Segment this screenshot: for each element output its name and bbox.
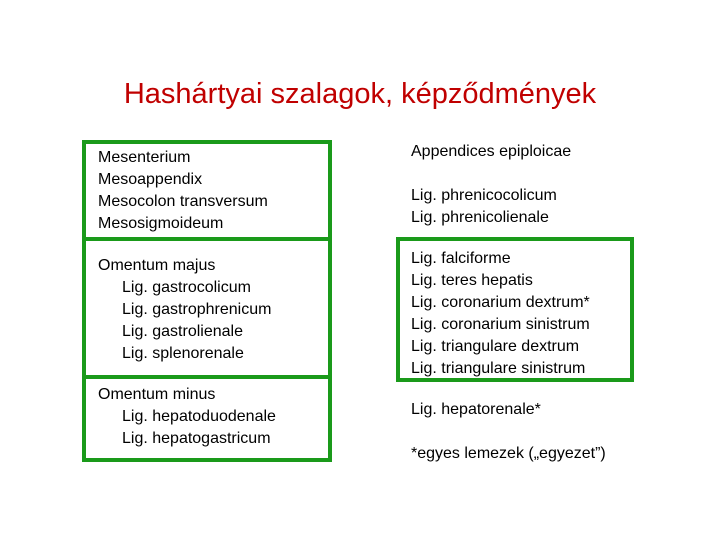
list-item: Lig. gastrocolicum: [122, 279, 251, 296]
list-item: Lig. gastrolienale: [122, 323, 243, 340]
list-item: Lig. teres hepatis: [411, 272, 533, 289]
falciform-list: [411, 248, 590, 380]
section-heading: Omentum majus: [98, 257, 216, 274]
phrenico-list: [411, 185, 557, 229]
list-item: Lig. hepatogastricum: [122, 430, 271, 447]
page-title: Hashártyai szalagok, képződmények: [123, 78, 597, 110]
footnote: [411, 443, 606, 465]
footnote-text: *egyes lemezek („egyezet”): [411, 445, 606, 462]
list-item: Lig. phrenicocolicum: [411, 187, 557, 204]
list-item: Lig. triangulare dextrum: [411, 338, 580, 355]
list-item: Lig. falciforme: [411, 250, 511, 267]
left-box-divider-1: [82, 237, 332, 241]
list-item: Lig. splenorenale: [122, 345, 244, 362]
list-item: Mesoappendix: [98, 171, 203, 188]
list-item: Appendices epiploicae: [411, 143, 572, 160]
left-box-divider-2: [82, 375, 332, 379]
list-item: Mesocolon transversum: [98, 193, 268, 210]
omentum-minus-list: [98, 384, 276, 450]
list-item: Mesosigmoideum: [98, 215, 224, 232]
list-item: Lig. phrenicolienale: [411, 209, 549, 226]
list-item: Lig. gastrophrenicum: [122, 301, 272, 318]
list-item: Lig. coronarium sinistrum: [411, 316, 590, 333]
list-item: Lig. triangulare sinistrum: [411, 360, 586, 377]
list-item: Lig. hepatoduodenale: [122, 408, 276, 425]
section-heading: Omentum minus: [98, 386, 216, 403]
list-item: Lig. coronarium dextrum*: [411, 294, 590, 311]
list-item: Mesenterium: [98, 149, 191, 166]
hepatorenale-item: [411, 399, 541, 421]
appendices-item: [411, 141, 571, 163]
mesenteries-list: [98, 147, 268, 235]
list-item: Lig. hepatorenale*: [411, 401, 541, 418]
omentum-majus-list: [98, 255, 271, 365]
